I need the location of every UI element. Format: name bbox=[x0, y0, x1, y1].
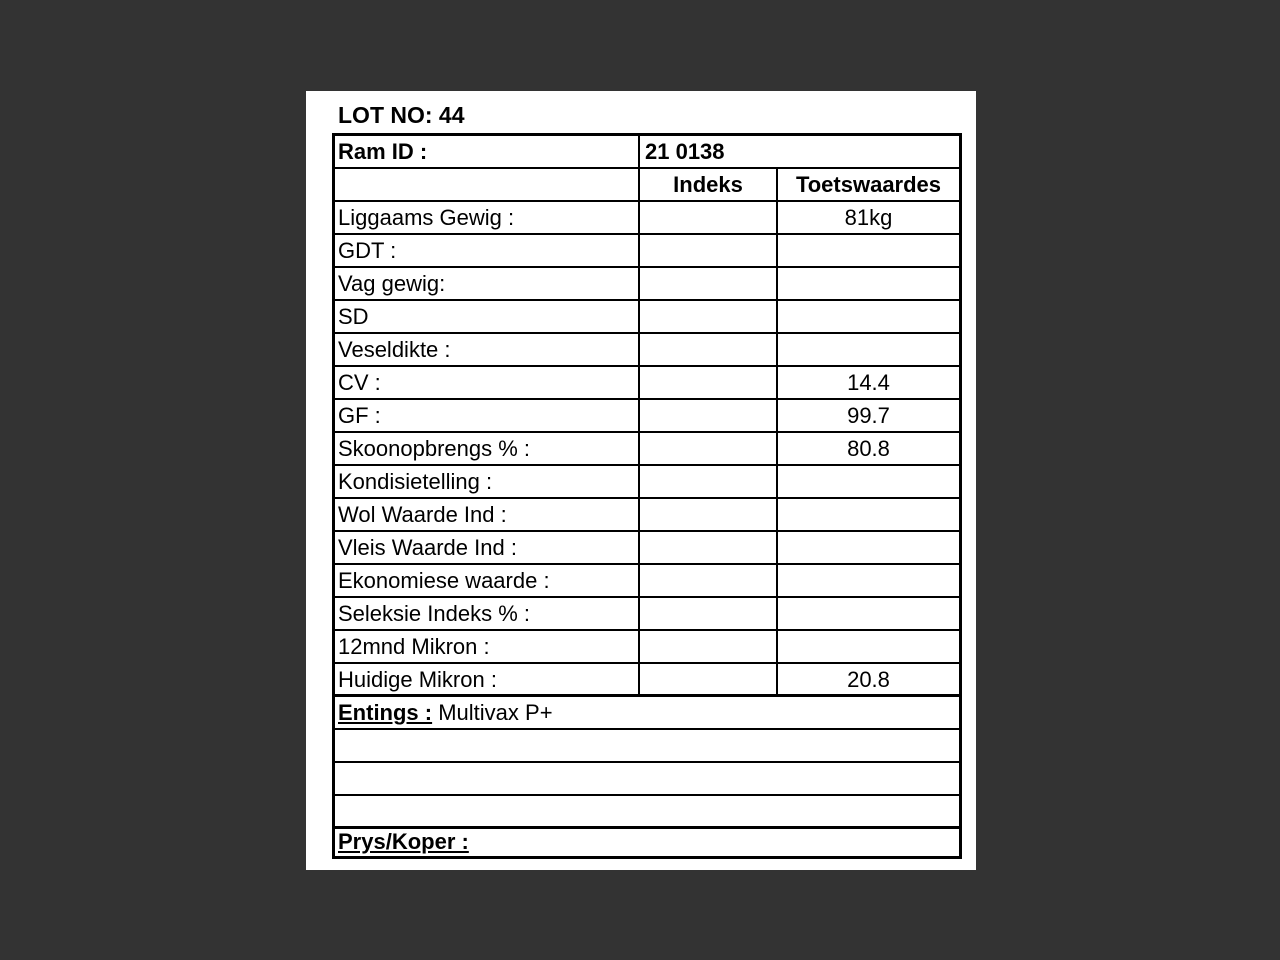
blank-row bbox=[335, 796, 959, 829]
row-index-value bbox=[640, 268, 778, 299]
table-row bbox=[335, 565, 959, 598]
table-row bbox=[335, 268, 959, 301]
row-test-value bbox=[778, 598, 959, 629]
column-header-row bbox=[335, 169, 959, 202]
table-row bbox=[335, 334, 959, 367]
row-label: Skoonopbrengs % : bbox=[335, 433, 640, 464]
row-test-value bbox=[778, 235, 959, 266]
table-row bbox=[335, 202, 959, 235]
entings-row bbox=[335, 697, 959, 730]
blank-row bbox=[335, 763, 959, 796]
table-row bbox=[335, 235, 959, 268]
row-label: Wol Waarde Ind : bbox=[335, 499, 640, 530]
row-test-value bbox=[778, 301, 959, 332]
row-index-value bbox=[640, 532, 778, 563]
row-test-value bbox=[778, 268, 959, 299]
table-row bbox=[335, 598, 959, 631]
row-label: 12mnd Mikron : bbox=[335, 631, 640, 662]
row-label: Seleksie Indeks % : bbox=[335, 598, 640, 629]
table-row bbox=[335, 301, 959, 334]
row-label: GF : bbox=[335, 400, 640, 431]
table-row bbox=[335, 400, 959, 433]
row-index-value bbox=[640, 433, 778, 464]
row-label: Kondisietelling : bbox=[335, 466, 640, 497]
row-index-value bbox=[640, 235, 778, 266]
row-index-value bbox=[640, 631, 778, 662]
table-row bbox=[335, 433, 959, 466]
row-index-value bbox=[640, 400, 778, 431]
row-index-value bbox=[640, 664, 778, 694]
row-index-value bbox=[640, 466, 778, 497]
entings-cell bbox=[335, 697, 959, 728]
row-test-value: 20.8 bbox=[847, 667, 890, 692]
row-index-value bbox=[640, 565, 778, 596]
row-index-value bbox=[640, 598, 778, 629]
row-label: CV : bbox=[335, 367, 640, 398]
row-test-value bbox=[778, 532, 959, 563]
header-toetswaardes: Toetswaardes bbox=[795, 172, 942, 197]
ram-id-label: Ram ID : bbox=[335, 136, 640, 167]
row-label: Huidige Mikron : bbox=[335, 664, 640, 694]
row-test-value bbox=[778, 466, 959, 497]
row-label: SD bbox=[335, 301, 640, 332]
row-index-value bbox=[640, 202, 778, 233]
prys-koper-label: Prys/Koper : bbox=[338, 829, 469, 854]
row-label: Veseldikte : bbox=[335, 334, 640, 365]
table-row bbox=[335, 532, 959, 565]
row-label: Vag gewig: bbox=[335, 268, 640, 299]
row-test-value: 80.8 bbox=[847, 436, 890, 461]
row-label: Liggaams Gewig : bbox=[335, 202, 640, 233]
table-row bbox=[335, 631, 959, 664]
table-row bbox=[335, 367, 959, 400]
ram-id-value: 21 0138 bbox=[645, 139, 725, 164]
row-label: Ekonomiese waarde : bbox=[335, 565, 640, 596]
row-test-value bbox=[778, 499, 959, 530]
row-test-value: 99.7 bbox=[847, 403, 890, 428]
row-test-value bbox=[778, 334, 959, 365]
row-test-value bbox=[778, 565, 959, 596]
prys-koper-row bbox=[335, 826, 959, 859]
row-label: Vleis Waarde Ind : bbox=[335, 532, 640, 563]
lot-sheet bbox=[306, 91, 976, 870]
row-test-value: 14.4 bbox=[847, 370, 890, 395]
table-row bbox=[335, 466, 959, 499]
blank-row bbox=[335, 730, 959, 763]
lot-title: LOT NO: 44 bbox=[338, 102, 465, 128]
row-test-value: 81kg bbox=[844, 205, 893, 230]
header-indeks: Indeks bbox=[640, 169, 778, 200]
row-index-value bbox=[640, 334, 778, 365]
table-row bbox=[335, 499, 959, 532]
row-index-value bbox=[640, 301, 778, 332]
table-row bbox=[335, 664, 959, 697]
row-index-value bbox=[640, 499, 778, 530]
ram-id-row bbox=[335, 136, 959, 169]
header-blank-cell bbox=[335, 169, 640, 200]
prys-koper-cell bbox=[335, 826, 959, 859]
ram-table bbox=[332, 133, 962, 859]
row-test-value bbox=[778, 631, 959, 662]
entings-label: Entings : bbox=[338, 700, 433, 725]
entings-value: Multivax P+ bbox=[438, 700, 553, 725]
row-label: GDT : bbox=[335, 235, 640, 266]
row-index-value bbox=[640, 367, 778, 398]
